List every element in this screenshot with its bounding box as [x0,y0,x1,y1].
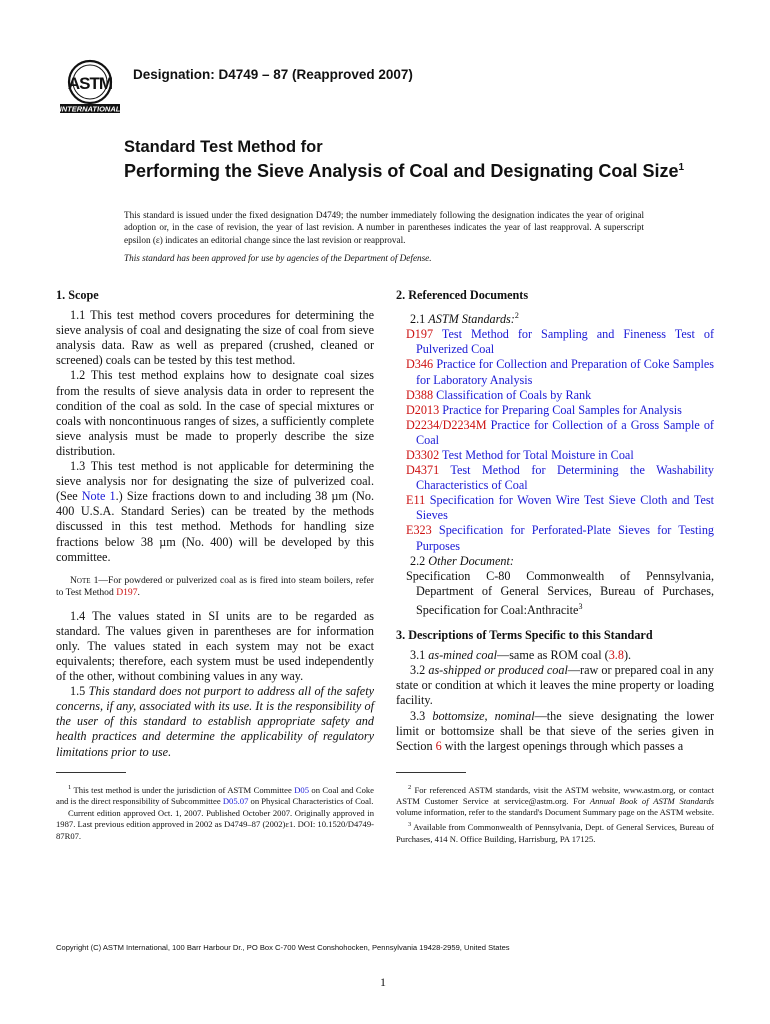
footnote-1-edition: Current edition approved Oct. 1, 2007. Published October 2007. Originally approved in 1987. Last previous edition approved in 2002 as D4749–87 (2002)ε1. DOI: 10.1520/D4749-87R07. [56,808,374,841]
reference-title-link[interactable]: Test Method for Total Moisture in Coal [442,448,634,462]
reference-title-link[interactable]: Practice for Collection and Preparation of Coke Samples for Laboratory Analysis [416,357,714,387]
d197-link[interactable]: D197 [116,586,138,598]
footnote-1: $^1$ This test method is under the jurisdiction of ASTM Committee D05 on Coal and Coke and is the direct responsibility of Subcommittee D05.07 on Physical Characteristics of Coal. [56,784,374,807]
paragraph-1-3: 1.3 This test method is not applicable for determining the sieve analysis nor for designating the size of pulverized coal. (See Note 1.) Size fractions down to and including 38 µm (No. 400 U.S.A. Standard Series) can be treated by the methods discussed in this test method. Methods for handling size fractions below 38 µm (No. 400) will be developed by this committee. [56,459,374,564]
reference-title-link[interactable]: Test Method for Sampling and Fineness Test of Pulverized Coal [416,327,715,357]
reference-item [396,463,714,493]
term-3-1: 3.1 as-mined coal—same as ROM coal (3.8). [410,648,632,663]
note-1: Note 1—For powdered or pulverized coal as is fired into steam boilers, refer to Test Method D197. [56,574,374,598]
referenced-standards-list [396,327,714,553]
copyright-notice: Copyright (C) ASTM International, 100 Barr Harbour Dr., PO Box C-700 West Conshohocken, Pennsylvania 19428-2959, United States [56,943,510,952]
footnote-3: $^3$ Available from Commonwealth of Pennsylvania, Dept. of General Services, Bureau of Purchases, 414 N. Office Building, Harrisburg, PA 17125. [396,821,714,844]
other-document-spec: Specification C-80 Commonwealth of Pennsylvania, Department of General Services, Bureau of Purchases, Specification for Coal:Anthracite$^3$ [406,568,714,617]
section-heading-referenced-documents: 2. Referenced Documents [396,288,529,302]
reference-code-link[interactable]: D388 [406,387,434,402]
reference-item [396,493,714,523]
reference-code-link[interactable]: D346 [406,357,434,372]
section-3-8-link[interactable]: 3.8 [608,648,624,663]
other-document-heading: 2.2 Other Document: [410,553,514,568]
logo-subtext: INTERNATIONAL [59,104,121,114]
term-3-3: 3.3 bottomsize, nominal—the sieve designating the lower limit or bottomsize shall be that sieve of the series given in Section 6 with the largest openings through which passes a [396,708,715,753]
astm-logo [58,58,122,116]
dod-approval-note: This standard has been approved for use by agencies of the Department of Defense. [124,253,432,263]
reference-item [396,448,714,463]
reference-item [396,523,714,553]
title-line-2: Performing the Sieve Analysis of Coal and Designating Coal Size$^1$ [124,161,685,181]
term-3-2: 3.2 as-shipped or produced coal—raw or prepared coal in any state or condition at which it leaves the mine property or loading facility. [396,663,714,708]
reference-title-link[interactable]: Classification of Coals by Rank [436,387,592,402]
page-number: 1 [380,975,386,989]
reference-title-link[interactable]: Specification for Woven Wire Test Sieve Cloth and Test Sieves [416,493,714,523]
d05-link[interactable]: D05 [294,784,310,795]
paragraph-1-5: 1.5 This standard does not purport to address all of the safety concerns, if any, associated with its use. It is the responsibility of the user of this standard to establish appropriate safety and health practices and determine the applicability of regulatory limitations prior to use. [56,684,374,759]
section-heading-scope: 1. Scope [56,288,99,302]
reference-code-link[interactable]: D4371 [406,463,440,478]
title-footnote-mark: 1 [678,162,685,173]
section-6-link[interactable]: 6 [435,738,442,753]
reference-code-link[interactable]: D197 [406,327,434,342]
reference-code-link[interactable]: E323 [406,523,432,538]
right-column [396,288,714,754]
footnote-rule-right [396,772,466,773]
reference-title-link[interactable]: Specification for Perforated-Plate Sieves for Testing Purposes [416,523,715,553]
document-title [124,137,724,182]
astm-standards-heading: 2.1 ASTM Standards:$^2$ [410,311,519,327]
reference-title-link[interactable]: Practice for Collection of a Gross Sample of Coal [416,417,714,447]
paragraph-1-4: 1.4 The values stated in SI units are to be regarded as standard. The values given in parentheses are for information only. The values stated in each system may not be exact equivalents; therefore, each system must be used independently of the other, without combining values in any way. [56,608,374,684]
left-column [56,288,374,760]
footnotes-left [56,782,374,843]
reference-code-link[interactable]: D2013 [406,402,440,417]
reference-item [396,327,714,357]
d05-07-link[interactable]: D05.07 [222,796,249,807]
designation: Designation: D4749 – 87 (Reapproved 2007) [133,67,413,82]
reference-code-link[interactable]: D3302 [406,448,440,462]
logo-text: ASTM [67,74,113,93]
reference-item [396,403,714,418]
footnotes-right [396,782,714,846]
reference-item [396,418,714,448]
footnote-rule-left [56,772,126,773]
issuance-note: This standard is issued under the fixed designation D4749; the number immediately following the designation indicates the year of original adoption or, in the case of revision, the year of last revision. A number in parentheses indicates the year of last reapproval. A superscript epsilon (ε) indicates an editorial change since the last revision or reapproval. [124,210,644,245]
footnote-2: $^2$ For referenced ASTM standards, visit the ASTM website, www.astm.org, or contact ASTM Customer Service at service@astm.org. For Annual Book of ASTM Standards volume information, refer to the standard's Document Summary page on the ASTM website. [396,784,715,818]
reference-code-link[interactable]: E11 [406,493,426,508]
section-heading-terms: 3. Descriptions of Terms Specific to this Standard [396,628,653,643]
reference-title-link[interactable]: Practice for Preparing Coal Samples for Analysis [442,402,682,417]
title-line-1: Standard Test Method for [124,138,323,156]
reference-item [396,357,714,387]
note-1-link[interactable]: Note 1 [81,489,116,504]
reference-title-link[interactable]: Test Method for Determining the Washability Characteristics of Coal [416,463,715,493]
reference-item [396,388,714,403]
paragraph-1-1: 1.1 This test method covers procedures for determining the sieve analysis of coal and designating the size of coal from sieve analysis data. Raw as well as prepared (crushed, cleaned or screened) coals can be tested by this test method. [56,308,374,368]
paragraph-1-2: 1.2 This test method explains how to designate coal sizes from the results of sieve analysis data in order to represent the condition of the coal as sold. In the case of special mixtures or coals with noncontinuous ranges of sizes, a sufficiently complete sieve analysis must be made to properly describe the size distribution. [56,368,374,458]
reference-code-link[interactable]: D2234/D2234M [406,417,487,432]
